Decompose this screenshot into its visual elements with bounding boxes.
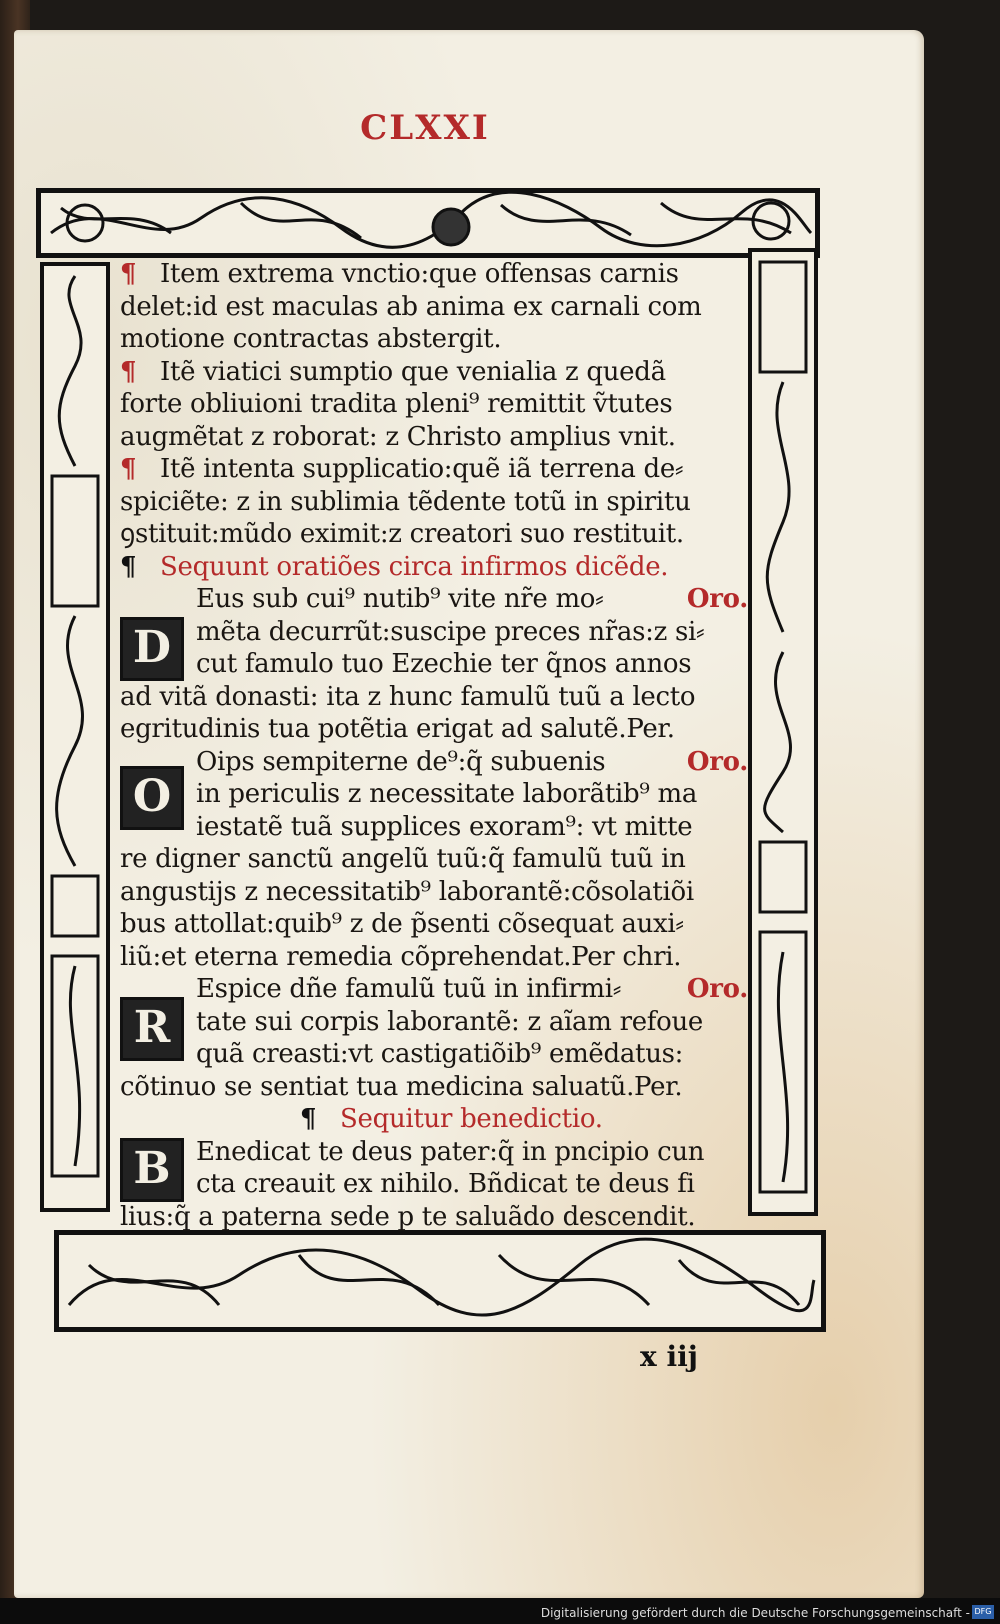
text-line: iestatẽ tuã supplices exoram⁹: vt mitte <box>196 811 693 842</box>
column-ornament-right <box>752 252 814 1212</box>
text-line: ꝯstituit:mũdo eximit:z creatori suo restituit. <box>120 519 684 549</box>
pilcrow-icon: ¶ <box>120 356 137 387</box>
dfg-logo-icon: DFG <box>972 1605 994 1619</box>
pilcrow-icon: ¶ <box>300 1104 317 1134</box>
text-line: re digner sanctũ angelũ tuũ:q̃ famulũ tuũ in <box>120 844 686 874</box>
folio-number: CLXXI <box>360 108 490 148</box>
rubric-heading: ¶ Sequitur benedictio. <box>300 1104 603 1134</box>
text-line: cta creauit ex nihilo. Bñdicat te deus fi <box>196 1169 695 1199</box>
text-line: motione contractas abstergit. <box>120 324 502 354</box>
text-line: bus attollat:quib⁹ z de p̃senti cõsequat auxi⸗ <box>120 909 684 939</box>
text-line: quã creasti:vt castigatiõib⁹ emẽdatus: <box>196 1039 684 1069</box>
text-line: cut famulo tuo Ezechie ter q̃nos annos <box>196 649 692 679</box>
digitization-footer <box>0 1598 1000 1624</box>
text-line: Enedicat te deus pater:q̃ in pncipio cun <box>196 1136 705 1167</box>
text-line: cõtinuo se sentiat tua medicina saluatũ.Per. <box>120 1071 683 1102</box>
rubric-heading: ¶ Sequunt oratiões circa infirmos dicẽde. <box>120 551 669 582</box>
text-line: forte obliuioni tradita pleni⁹ remittit ṽtutes <box>120 389 673 419</box>
text-block <box>120 258 748 1233</box>
text-line: egritudinis tua potẽtia erigat ad salutẽ.Per. <box>120 714 675 744</box>
column-ornament-left <box>44 266 106 1208</box>
text-line: in periculis z necessitate laborãtib⁹ ma <box>196 779 698 809</box>
woodcut-initial: R <box>120 997 184 1061</box>
right-column-ornament <box>748 248 818 1216</box>
foliage-ornament-bottom <box>59 1235 821 1327</box>
text-line: augmẽtat z roborat: z Christo amplius vnit. <box>120 421 676 452</box>
woodcut-initial: D <box>120 617 184 681</box>
prayer-one <box>120 583 748 746</box>
pilcrow-icon: ¶ <box>120 259 137 289</box>
text-line: Oips sempiterne de⁹:q̃ subuenis Oro. <box>196 746 748 777</box>
pilcrow-icon: ¶ <box>120 454 137 484</box>
text-line: delet:id est maculas ab anima ex carnali com <box>120 291 702 322</box>
foliage-ornament-top <box>41 193 815 253</box>
text-line: ¶ Item extrema vnctio:que offensas carnis <box>120 259 679 289</box>
text-line: ad vitã donasti: ita z hunc famulũ tuũ a lecto <box>120 681 696 712</box>
text-line: lius:q̃ a paterna sede p te saluãdo descendit. <box>120 1201 696 1232</box>
text-line: mẽta decurrũt:suscipe preces nr̃as:z si⸗ <box>196 616 705 647</box>
text-line: spiciẽte: z in sublimia tẽdente totũ in spiritu <box>120 486 691 517</box>
text-line: ¶ Itẽ intenta supplicatio:quẽ iã terrena de⸗ <box>120 454 684 484</box>
signature-mark: x iij <box>640 1340 698 1373</box>
pilcrow-icon: ¶ <box>120 551 137 582</box>
woodcut-initial: B <box>120 1138 184 1202</box>
prayer-two <box>120 746 748 974</box>
text-line: tate sui corpis laborantẽ: z aĩam refoue <box>196 1006 703 1037</box>
text-line: angustijs z necessitatib⁹ laborantẽ:cõsolatiõi <box>120 876 694 907</box>
text-line: Eus sub cui⁹ nutib⁹ vite nr̃e mo⸗ Oro. <box>196 584 748 614</box>
bottom-border-ornament <box>54 1230 826 1332</box>
footer-credit: Digitalisierung gefördert durch die Deutsche Forschungsgemeinschaft - <box>540 1606 970 1620</box>
text-line: Espice dñe famulũ tuũ in infirmi⸗ Oro. <box>196 974 748 1004</box>
left-column-ornament <box>40 262 110 1212</box>
woodcut-initial: O <box>120 766 184 830</box>
text-line: ¶ Itẽ viatici sumptio que venialia z quedã <box>120 356 666 387</box>
blessing <box>120 1136 748 1234</box>
text-line: liũ:et eterna remedia cõprehendat.Per chri. <box>120 941 682 972</box>
top-border-ornament <box>36 188 820 258</box>
prayer-three <box>120 973 748 1103</box>
